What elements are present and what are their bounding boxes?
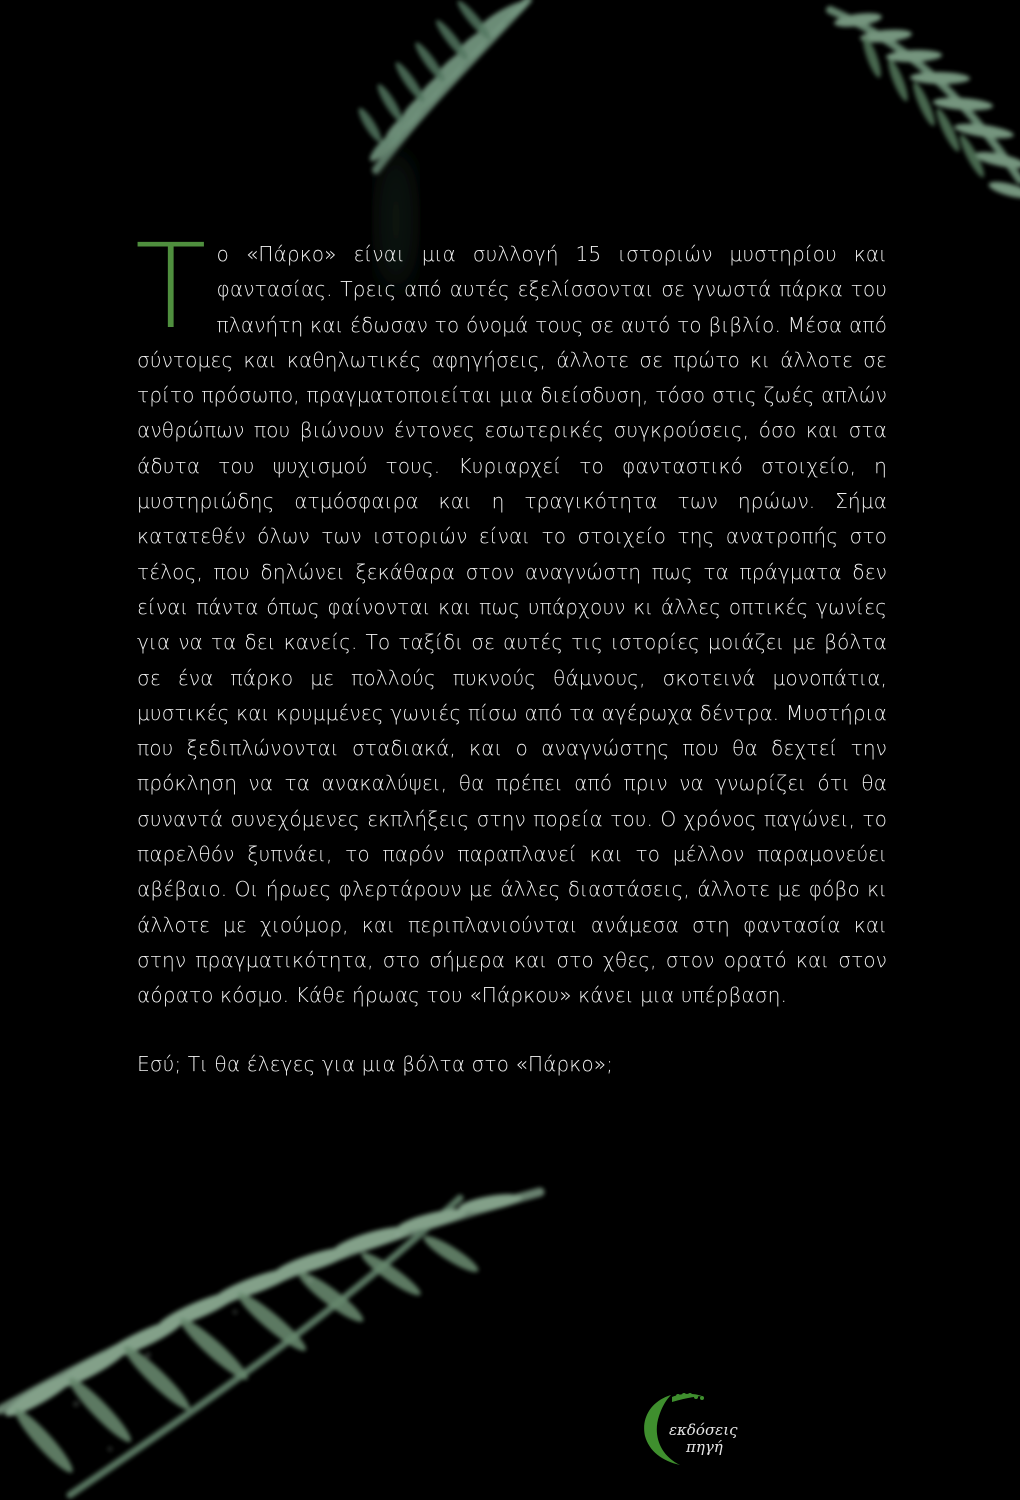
publisher-name: πηγή [686, 1438, 723, 1456]
closing-question: Εσύ; Τι θα έλεγες για μια βόλτα στο «Πάρκο»; [137, 1051, 613, 1076]
publisher-text: εκδόσεις [669, 1421, 738, 1439]
top-right-fern-icon [830, 10, 1020, 201]
book-description [135, 218, 887, 1082]
description-paragraph [135, 218, 887, 1014]
description-text: ο «Πάρκο» είναι μια συλλογή 15 ιστοριών μυστηρίου και φαντασίας. Τρεις από αυτές εξελίσσονται σε γνωστά πάρκα του πλανήτη και έδωσαν το όνομά τους σε αυτό το βιβλίο. Μέσα από σύντομες και καθηλωτικές αφηγήσεις, άλλοτε σε πρώτο κι άλλοτε σε τρίτο πρόσωπο, πραγματοποιείται μια διείσδυση, τόσο στις ζωές απλών ανθρώπων που βιώνουν έντονες εσωτερικές συγκρούσεις, όσο και στα άδυτα του ψυχισμού τους. Κυριαρχεί το φανταστικό στοιχείο, η μυστηριώδης ατμόσφαιρα και η τραγικότητα των ηρώων. Σήμα κατατεθέν όλων των ιστοριών είναι το στοιχείο της ανατροπής στο τέλος, που δηλώνει ξεκάθαρα στον αναγνώστη πως τα πράγματα δεν είναι πάντα όπως φαίνονται και πως υπάρχουν κι άλλες οπτικές γωνίες για να τα δει κανείς. Το ταξίδι σε αυτές τις ιστορίες μοιάζει με βόλτα σε ένα πάρκο με πολλούς πυκνούς θάμνους, σκοτεινά μονοπάτια, μυστικές και κρυμμένες γωνιές πίσω από τα αγέρωχα δέντρα. Μυστήρια που ξεδιπλώνονται σταδιακά, και ο αναγνώστης που θα δεχτεί την πρόκληση να τα ανακαλύψει, θα πρέπει από πριν να γνωρίζει ότι θα συναντά συνεχόμενες εκπλήξεις στην πορεία του. Ο χρόνος παγώνει, το παρελθόν ξυπνάει, το παρόν παραπλανεί και το μέλλον παραμονεύει αβέβαιο. Οι ήρωες φλερτάρουν με άλλες διαστάσεις, άλλοτε με φόβο κι άλλοτε με χιούμορ, και περιπλανιούνται ανάμεσα στη φαντασία και στην πραγματικότητα, στο σήμερα και στο χθες, στον ορατό και στον αόρατο κόσμο. Κάθε ήρωας του «Πάρκου» κάνει μια υπέρβαση. [137, 242, 887, 1008]
bottom-fern-icon [0, 1191, 540, 1495]
drop-cap-letter: Τ [135, 218, 207, 355]
publisher-logo [623, 1387, 738, 1477]
